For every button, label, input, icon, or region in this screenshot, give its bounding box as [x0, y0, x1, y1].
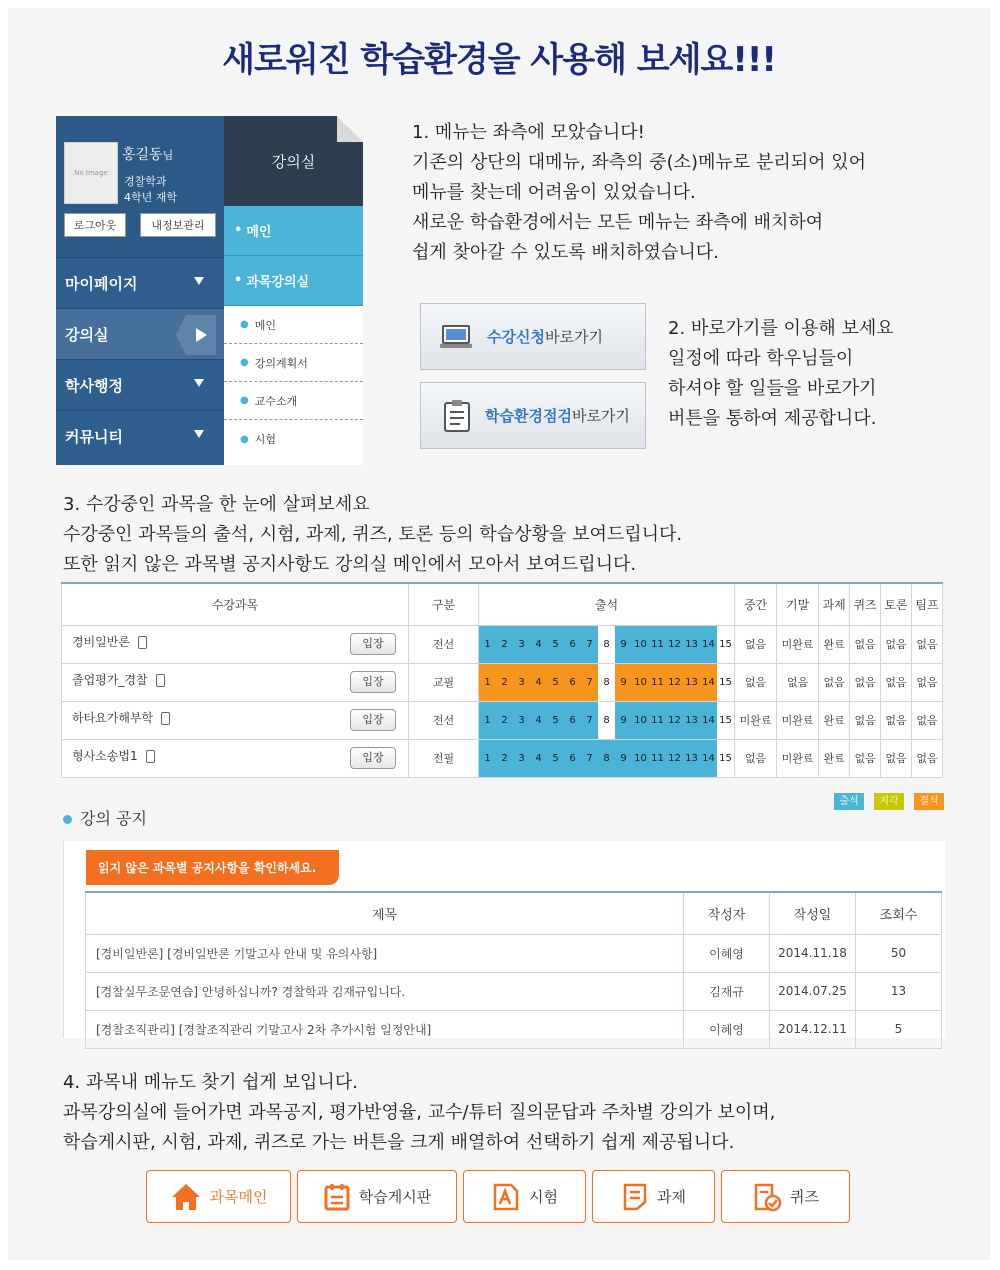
section2-line: 일정에 따라 학우님들이: [668, 348, 854, 369]
bullet-icon: ●: [240, 319, 249, 330]
button-label: 과제: [657, 1188, 686, 1206]
attendance-week-14: 14: [700, 702, 717, 739]
col-date: 작성일: [770, 892, 856, 934]
attendance-cells: [479, 625, 735, 663]
attendance-week-2: 2: [496, 702, 513, 739]
courses-table: [61, 582, 943, 778]
mobile-icon: [138, 636, 147, 649]
col-midterm: 중간: [735, 583, 777, 625]
midterm-status: 미완료: [735, 701, 777, 739]
col-discussion: 토론: [881, 583, 912, 625]
mobile-icon: [161, 712, 170, 725]
menu-label: 학사행정: [65, 376, 123, 395]
final-status: 없음: [777, 663, 819, 701]
attendance-week-1: 1: [479, 626, 496, 663]
quiz-icon: [752, 1182, 782, 1212]
arrow-right-icon: [176, 315, 216, 355]
attendance-week-4: 4: [530, 740, 547, 777]
quiz-status: 없음: [850, 625, 881, 663]
notice-section-title: [63, 806, 147, 829]
attendance-week-15: 15: [717, 626, 734, 663]
team-status: 없음: [912, 663, 943, 701]
bullet-icon: ●: [240, 395, 249, 406]
button-label: 과목메인: [209, 1188, 268, 1206]
attendance-week-9: 9: [615, 702, 632, 739]
attendance-week-11: 11: [649, 740, 666, 777]
attendance-week-12: 12: [666, 626, 683, 663]
section4-line: 학습게시판, 시험, 과제, 퀴즈로 가는 버튼을 크게 배열하여 선택하기 쉽게 제공됩니다.: [63, 1132, 735, 1153]
attendance-week-2: 2: [496, 740, 513, 777]
attendance-week-7: 7: [581, 664, 598, 701]
midterm-status: 없음: [735, 739, 777, 777]
sub-menu-main[interactable]: • 메인: [224, 206, 363, 256]
attendance-week-15: 15: [717, 664, 734, 701]
user-name-text: 홍길동: [122, 147, 163, 163]
sub-menu: [224, 116, 363, 465]
course-name: 경비일반론: [72, 635, 130, 649]
attendance-week-3: 3: [513, 702, 530, 739]
sub-item-label: 교수소개: [254, 394, 298, 408]
sub-item-label: 강의계획서: [254, 356, 308, 370]
homework-status: 없음: [819, 663, 850, 701]
col-homework: 과제: [819, 583, 850, 625]
sub-item-exam[interactable]: [224, 420, 363, 458]
attendance-week-7: 7: [581, 740, 598, 777]
attendance-week-11: 11: [649, 702, 666, 739]
logout-button[interactable]: 로그아웃: [64, 213, 126, 237]
attendance-week-1: 1: [479, 702, 496, 739]
notice-title[interactable]: [경비일반론] [경비일반론 기말고사 안내 및 유의사항]: [86, 934, 684, 972]
notice-views: 13: [856, 972, 942, 1010]
col-title: 제목: [86, 892, 684, 934]
final-status: 미완료: [777, 739, 819, 777]
year-text: 4학년 재학: [124, 191, 177, 204]
quiz-status: 없음: [850, 739, 881, 777]
table-row: [62, 625, 943, 663]
legend-late: 지각: [874, 793, 904, 810]
left-menu: [56, 116, 224, 465]
attendance-week-6: 6: [564, 626, 581, 663]
sub-menu-title: 강의실: [224, 116, 363, 206]
notice-table: [85, 891, 942, 1049]
attendance-week-13: 13: [683, 626, 700, 663]
chevron-down-icon: [194, 277, 204, 285]
attendance-cells: [479, 739, 735, 777]
attendance-week-1: 1: [479, 740, 496, 777]
section1-line: 메뉴를 찾는데 어려움이 있었습니다.: [412, 182, 696, 203]
attendance-week-9: 9: [615, 664, 632, 701]
course-main-button[interactable]: [146, 1170, 291, 1223]
attendance-week-3: 3: [513, 626, 530, 663]
chevron-down-icon: [194, 379, 204, 387]
col-quiz: 퀴즈: [850, 583, 881, 625]
attendance-cells: [479, 701, 735, 739]
user-suffix: 님: [162, 149, 174, 162]
notice-panel: [63, 841, 945, 1038]
course-name: 하타요가해부학: [72, 711, 154, 725]
course-type: 교필: [409, 663, 479, 701]
dept-text: 경찰학과: [124, 175, 167, 188]
table-row[interactable]: [86, 972, 942, 1010]
environment-check-shortcut[interactable]: [420, 382, 646, 449]
attendance-week-6: 6: [564, 702, 581, 739]
final-status: 미완료: [777, 701, 819, 739]
shortcut-label: 바로가기: [544, 328, 603, 346]
section3-line: 수강중인 과목들의 출석, 시험, 과제, 퀴즈, 토론 등의 학습상황을 보여드립니다.: [63, 524, 683, 545]
final-status: 미완료: [777, 625, 819, 663]
attendance-week-7: 7: [581, 626, 598, 663]
shortcut-label: 바로가기: [571, 407, 630, 425]
section1-line: 기존의 상단의 대메뉴, 좌측의 중(소)메뉴로 분리되어 있어: [412, 152, 867, 173]
menu-item-community[interactable]: [56, 410, 224, 461]
attendance-week-13: 13: [683, 664, 700, 701]
attendance-week-5: 5: [547, 626, 564, 663]
attendance-week-14: 14: [700, 664, 717, 701]
course-cell: [62, 701, 409, 739]
mobile-icon: [146, 750, 155, 763]
course-name: 졸업평가_경찰: [72, 673, 148, 687]
midterm-status: 없음: [735, 663, 777, 701]
attendance-week-10: 10: [632, 664, 649, 701]
attendance-week-7: 7: [581, 702, 598, 739]
attendance-week-10: 10: [632, 702, 649, 739]
attendance-week-5: 5: [547, 664, 564, 701]
section1-heading: 1. 메뉴는 좌측에 모았습니다!: [412, 122, 645, 143]
section3-heading: 3. 수강중인 과목을 한 눈에 살펴보세요: [63, 494, 370, 515]
sub-item-label: 시험: [254, 433, 276, 446]
attendance-week-12: 12: [666, 740, 683, 777]
course-name: 형사소송법1: [72, 749, 138, 763]
homework-status: 완료: [819, 739, 850, 777]
course-cell: [62, 625, 409, 663]
attendance-week-12: 12: [666, 702, 683, 739]
course-type: 전선: [409, 625, 479, 663]
course-type: 전필: [409, 739, 479, 777]
section2-text: [668, 314, 894, 434]
sub-menu-course-room[interactable]: • 과목강의실: [224, 256, 363, 306]
quiz-button[interactable]: [721, 1170, 850, 1223]
section1-line: 쉽게 찾아갈 수 있도록 배치하였습니다.: [412, 242, 719, 263]
exam-button[interactable]: [463, 1170, 586, 1223]
attendance-week-5: 5: [547, 702, 564, 739]
section2-line: 하셔야 할 일들을 바로가기: [668, 378, 877, 399]
page: [8, 8, 990, 1260]
button-label: 시험: [529, 1188, 558, 1206]
attendance-cells: [479, 663, 735, 701]
sub-item-main[interactable]: [224, 306, 363, 344]
notice-views: 50: [856, 934, 942, 972]
homework-status: 완료: [819, 701, 850, 739]
col-final: 기말: [777, 583, 819, 625]
assignment-button[interactable]: [592, 1170, 715, 1223]
discussion-status: 없음: [881, 625, 912, 663]
chevron-down-icon: [194, 430, 204, 438]
course-type: 전선: [409, 701, 479, 739]
enter-button[interactable]: 입장: [350, 709, 396, 731]
table-row: [62, 663, 943, 701]
shortcut-highlight: 학습환경점검: [485, 407, 572, 425]
attendance-week-12: 12: [666, 664, 683, 701]
menu-label: 커뮤니티: [65, 427, 123, 446]
section2-line: 버튼을 통하여 제공합니다.: [668, 408, 877, 429]
laptop-icon: [439, 324, 473, 350]
table-row: [62, 739, 943, 777]
sub-menu-label: 과목강의실: [246, 275, 310, 290]
section3-text: [63, 490, 682, 580]
bullet-icon: ●: [240, 357, 249, 368]
attendance-week-15: 15: [717, 702, 734, 739]
attendance-week-6: 6: [564, 664, 581, 701]
user-name: [122, 144, 173, 164]
notice-date: 2014.07.25: [770, 972, 856, 1010]
team-status: 없음: [912, 625, 943, 663]
course-cell: [62, 739, 409, 777]
menu-label: 마이페이지: [65, 274, 138, 293]
user-dept: [124, 174, 177, 206]
discussion-status: 없음: [881, 739, 912, 777]
attendance-week-10: 10: [632, 740, 649, 777]
discussion-status: 없음: [881, 663, 912, 701]
notice-title-text: 강의 공지: [80, 809, 147, 828]
course-cell: [62, 663, 409, 701]
attendance-week-14: 14: [700, 626, 717, 663]
notice-author: 김재규: [684, 972, 770, 1010]
notice-title[interactable]: [경찰조직관리] [경찰조직관리 기말고사 2차 추가시험 일정안내]: [86, 1010, 684, 1048]
section4-heading: 4. 과목내 메뉴도 찾기 쉽게 보입니다.: [63, 1072, 358, 1093]
menu-item-mypage[interactable]: [56, 257, 224, 308]
discussion-status: 없음: [881, 701, 912, 739]
button-label: 학습게시판: [358, 1188, 432, 1206]
attendance-week-9: 9: [615, 626, 632, 663]
section1-text: [412, 118, 866, 268]
assignment-icon: [621, 1182, 649, 1212]
midterm-status: 없음: [735, 625, 777, 663]
col-type: 구분: [409, 583, 479, 625]
attendance-week-13: 13: [683, 702, 700, 739]
enter-button[interactable]: 입장: [350, 747, 396, 769]
bullet-icon: ●: [240, 433, 249, 445]
notice-views: 5: [856, 1010, 942, 1048]
bullet-icon: [63, 815, 72, 824]
sub-item-professor[interactable]: [224, 382, 363, 420]
attendance-week-8: 8: [598, 626, 615, 663]
attendance-week-3: 3: [513, 664, 530, 701]
profile-photo: No Image: [64, 142, 118, 204]
clipboard-icon: [443, 399, 471, 433]
attendance-week-5: 5: [547, 740, 564, 777]
button-label: 퀴즈: [790, 1188, 819, 1206]
notice-author: 이혜영: [684, 934, 770, 972]
col-course: 수강과목: [62, 583, 409, 625]
section4-line: 과목강의실에 들어가면 과목공지, 평가반영율, 교수/튜터 질의문답과 주차별 강의가 보이며,: [63, 1102, 776, 1123]
quiz-status: 없음: [850, 663, 881, 701]
enter-button[interactable]: 입장: [350, 633, 396, 655]
attendance-week-11: 11: [649, 626, 666, 663]
section3-line: 또한 읽지 않은 과목별 공지사항도 강의실 메인에서 모아서 보여드립니다.: [63, 554, 637, 575]
table-row[interactable]: [86, 934, 942, 972]
attendance-week-8: 8: [598, 740, 615, 777]
menu-label: 강의실: [65, 325, 109, 344]
section2-heading: 2. 바로가기를 이용해 보세요: [668, 318, 894, 339]
attendance-week-8: 8: [598, 664, 615, 701]
team-status: 없음: [912, 701, 943, 739]
notice-title[interactable]: [경찰실무조문연습] 안녕하십니까? 경찰학과 김재규입니다.: [86, 972, 684, 1010]
attendance-week-11: 11: [649, 664, 666, 701]
attendance-week-10: 10: [632, 626, 649, 663]
section1-line: 새로운 학습환경에서는 모든 메뉴는 좌측에 배치하여: [412, 212, 824, 233]
attendance-week-1: 1: [479, 664, 496, 701]
col-attendance: 출석: [479, 583, 735, 625]
calendar-icon: [323, 1182, 351, 1212]
homework-status: 완료: [819, 625, 850, 663]
menu-item-academic[interactable]: [56, 359, 224, 410]
col-team: 팀프: [912, 583, 943, 625]
col-views: 조회수: [856, 892, 942, 934]
attendance-week-13: 13: [683, 740, 700, 777]
col-author: 작성자: [684, 892, 770, 934]
legend-absent: 결석: [914, 793, 944, 810]
attendance-week-2: 2: [496, 626, 513, 663]
unread-notice-banner: 읽지 않은 과목별 공지사항을 확인하세요.: [86, 850, 339, 885]
section4-text: [63, 1068, 775, 1158]
legend-present: 출석: [834, 793, 864, 810]
profile-box: [56, 116, 224, 257]
table-row[interactable]: [86, 1010, 942, 1048]
study-board-button[interactable]: [297, 1170, 457, 1223]
attendance-week-3: 3: [513, 740, 530, 777]
attendance-week-9: 9: [615, 740, 632, 777]
notice-author: 이혜영: [684, 1010, 770, 1048]
enter-button[interactable]: 입장: [350, 671, 396, 693]
attendance-week-4: 4: [530, 664, 547, 701]
attendance-week-2: 2: [496, 664, 513, 701]
exam-icon: [491, 1182, 521, 1212]
sub-menu-label: 메인: [246, 225, 272, 240]
table-row: [62, 701, 943, 739]
quiz-status: 없음: [850, 701, 881, 739]
notice-date: 2014.11.18: [770, 934, 856, 972]
shortcut-highlight: 수강신청: [487, 328, 545, 346]
profile-edit-button[interactable]: 내정보관리: [140, 213, 216, 237]
attendance-week-4: 4: [530, 702, 547, 739]
team-status: 없음: [912, 739, 943, 777]
home-icon: [170, 1182, 202, 1212]
attendance-week-8: 8: [598, 702, 615, 739]
attendance-week-4: 4: [530, 626, 547, 663]
page-title: 새로워진 학습환경을 사용해 보세요!!!: [222, 40, 776, 80]
mobile-icon: [156, 674, 165, 687]
attendance-week-15: 15: [717, 740, 734, 777]
sub-item-label: 메인: [254, 318, 276, 332]
attendance-week-6: 6: [564, 740, 581, 777]
sub-item-syllabus[interactable]: [224, 344, 363, 382]
notice-date: 2014.12.11: [770, 1010, 856, 1048]
menu-preview: [56, 116, 363, 465]
course-registration-shortcut[interactable]: [420, 303, 646, 370]
attendance-week-14: 14: [700, 740, 717, 777]
menu-item-classroom[interactable]: [56, 308, 224, 359]
